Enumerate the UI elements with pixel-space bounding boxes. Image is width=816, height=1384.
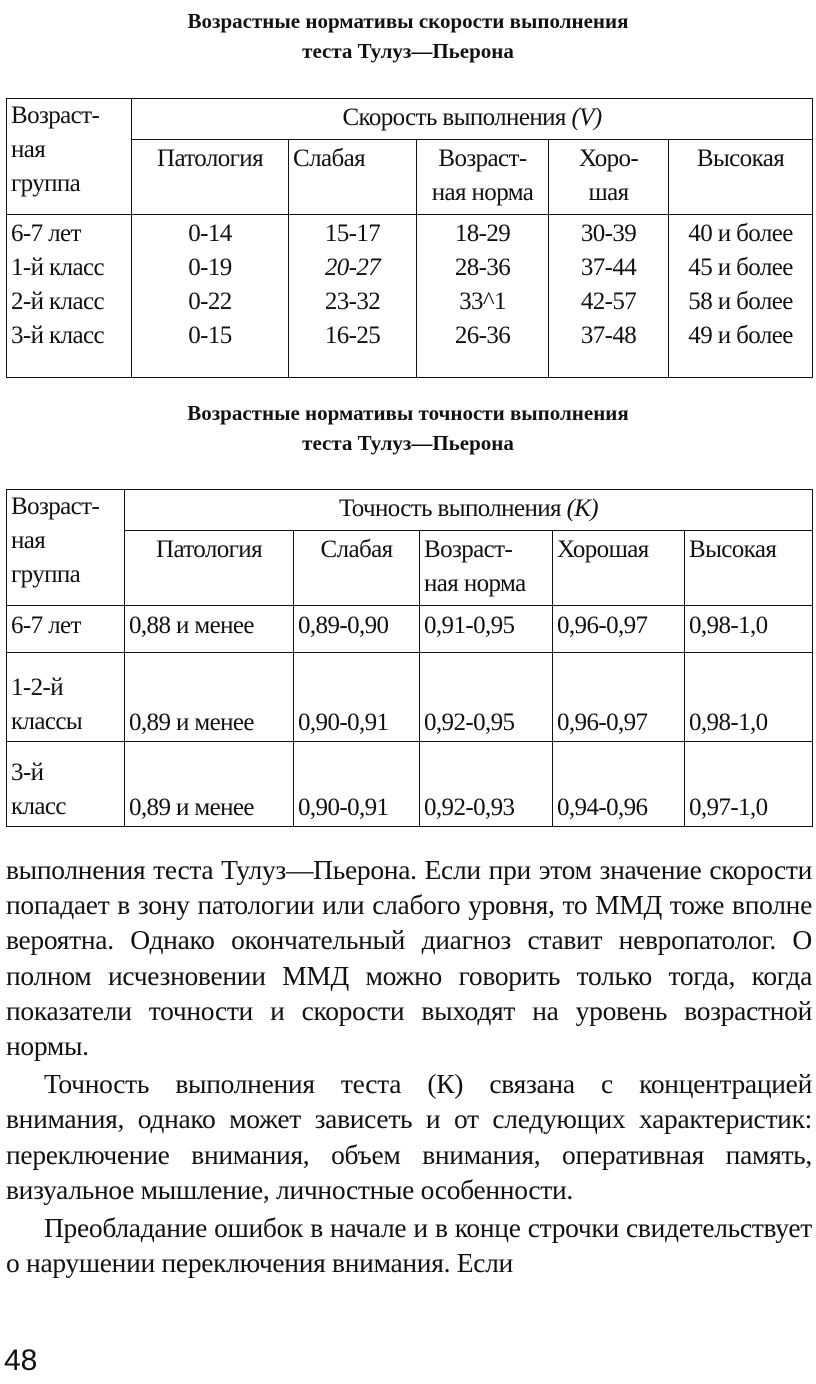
value-cell: 0,94-0,96	[553, 742, 685, 827]
column-header-khoroshaya: Хоро- шая	[549, 140, 669, 215]
column-header-vysokaya: Высокая	[669, 140, 813, 215]
value-cell: 0,92-0,93	[420, 742, 553, 827]
group-cell: 1-2-й классы	[7, 653, 125, 742]
value-cell: 0,97-1,0	[685, 742, 813, 827]
table2-title-line2: теста Тулуз—Пьерона	[302, 431, 514, 455]
paragraph: Точность выполнения теста (К) связана с концентрацией внимания, однако может зависеть и от следующих характеристик: переключение внимания, объем внимания, оперативная память, визуальное мышление, личностные особенности.	[6, 1068, 812, 1205]
value-cell: 0,91-0,95	[420, 606, 553, 653]
value-cell: 0,96-0,97	[553, 653, 685, 742]
table2-caption	[0, 398, 816, 458]
value-cell: 0,90-0,91	[294, 653, 420, 742]
group-cell: 6-7 лет	[7, 606, 125, 653]
column-header-slabaya: Слабая	[289, 140, 417, 215]
table1-title-line1: Возрастные нормативы скорости выполнения	[187, 9, 629, 33]
speed-symbol: (V)	[571, 104, 602, 131]
table1-title-line2: теста Тулуз—Пьерона	[302, 39, 514, 63]
group-cell: 3-й класс	[7, 742, 125, 827]
value-cell: 0,96-0,97	[553, 606, 685, 653]
khoroshaya-column: 30-39 37-44 42-57 37-48	[549, 215, 669, 378]
value-cell: 0,89 и менее	[125, 742, 294, 827]
table-row	[7, 653, 813, 742]
table1-caption	[0, 6, 816, 66]
column-header-norma: Возраст- ная норма	[420, 531, 553, 606]
table2-title-line1: Возрастные нормативы точности выполнения	[187, 401, 629, 425]
body-text	[6, 852, 812, 1280]
patologiya-column: 0-14 0-19 0-22 0-15	[132, 215, 289, 378]
value-cell: 0,92-0,95	[420, 653, 553, 742]
accuracy-norms-table	[6, 489, 813, 827]
column-header-patologiya: Патология	[132, 140, 289, 215]
table-row	[7, 606, 813, 653]
page-number: 48	[4, 1344, 38, 1377]
group-column: 6-7 лет 1-й класс 2-й класс 3-й класс	[7, 215, 132, 378]
value-cell: 0,90-0,91	[294, 742, 420, 827]
group-header-cell: Возраст- ная группа	[7, 99, 132, 215]
column-header-slabaya: Слабая	[294, 531, 420, 606]
column-header-khoroshaya: Хорошая	[553, 531, 685, 606]
accuracy-symbol: (К)	[566, 495, 599, 522]
value-cell: 0,88 и менее	[125, 606, 294, 653]
accuracy-header-cell: Точность выполнения (К)	[125, 490, 813, 531]
column-header-norma: Возраст- ная норма	[417, 140, 549, 215]
group-header-cell: Возраст- ная группа	[7, 490, 125, 606]
speed-header-cell: Скорость выполнения (V)	[132, 99, 813, 140]
table-row	[7, 742, 813, 827]
norma-column: 18-29 28-36 33^1 26-36	[417, 215, 549, 378]
value-cell: 0,89 и менее	[125, 653, 294, 742]
column-header-vysokaya: Высокая	[685, 531, 813, 606]
value-cell: 0,98-1,0	[685, 653, 813, 742]
value-cell: 0,89-0,90	[294, 606, 420, 653]
paragraph: выполнения теста Тулуз—Пьерона. Если при этом значение скорости попадает в зону патологии или слабого уровня, то ММД тоже вполне вероятна. Однако окончательный диагноз ставит невропатолог. О полном исчезновении ММД можно говорить только тогда, когда показатели точности и скорости выходят на уровень возрастной нормы.	[6, 854, 812, 1062]
slabaya-column: 15-17 20-27 23-32 16-25	[289, 215, 417, 378]
column-header-patologiya: Патология	[125, 531, 294, 606]
paragraph: Преобладание ошибок в начале и в конце строчки свидетельствует о нарушении переключения внимания. Если	[6, 1212, 812, 1279]
value-cell: 0,98-1,0	[685, 606, 813, 653]
speed-norms-table	[6, 98, 813, 378]
vysokaya-column: 40 и более 45 и более 58 и более 49 и более	[669, 215, 813, 378]
